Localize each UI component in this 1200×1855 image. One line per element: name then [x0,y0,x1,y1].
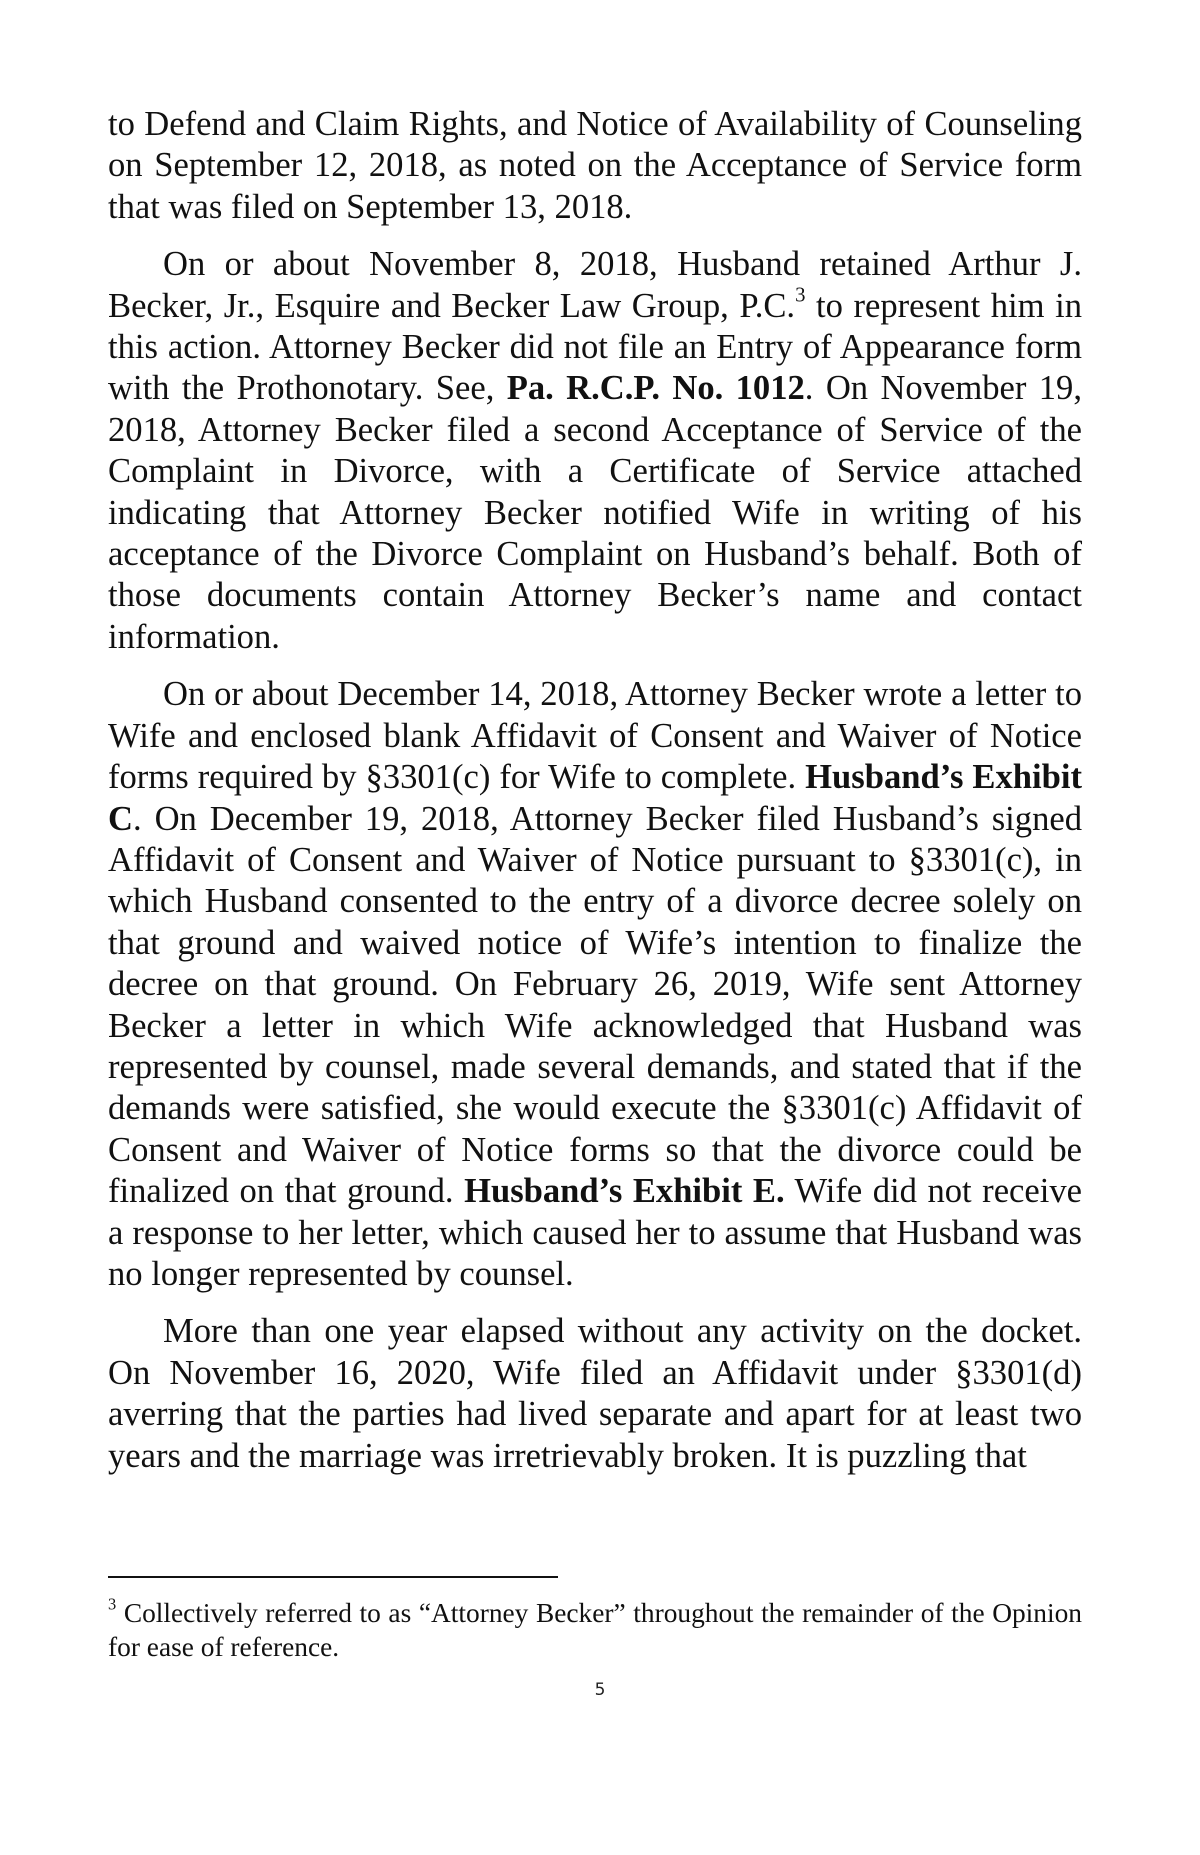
footnote-3 [108,1596,1082,1664]
text-run: to Defend and Claim Rights, and Notice of Availability of Counseling on September 12, 2018, as noted on the Acceptance of Service form that was filed on September 13, 2018. [108,105,1082,226]
text-run: . On November 19, 2018, Attorney Becker filed a second Acceptance of Service of the Complaint in Divorce, with a Certificate of Service attached indicating that Attorney Becker notified Wife in writing of his acceptance of the Divorce Complaint on Husband’s behalf. Both of those documents contain Attorney Becker’s name and contact information. [108,369,1082,656]
citation-bold: Husband’s Exhibit E. [464,1172,785,1211]
text-run: Wife did not receive a response to her letter, which caused her to assume that Husband was no longer represented by counsel. [108,1172,1082,1293]
paragraph [108,104,1082,228]
text-run: . On December 19, 2018, Attorney Becker filed Husband’s signed Affidavit of Consent and Waiver of Notice pursuant to §3301(c), in which Husband consented to the entry of a divorce decree solely on that ground and waived notice of Wife’s intention to finalize the decree on that ground. On February 26, 2019, Wife sent Attorney Becker a letter in which Wife acknowledged that Husband was represented by counsel, made several demands, and stated that if the demands were satisfied, she would execute the §3301(c) Affidavit of Consent and Waiver of Notice forms so that the divorce could be finalized on that ground. [108,799,1082,1211]
footnote-separator [108,1576,558,1578]
paragraph [108,244,1082,658]
footnote-text: Collectively referred to as “Attorney Becker” throughout the remainder of the Opinion for ease of reference. [108,1598,1082,1662]
text-run: On or about November 8, 2018, Husband retained Arthur J. Becker, Jr., Esquire and Becker Law Group, P.C. [108,245,1082,325]
text-run: On or about December 14, 2018, Attorney Becker wrote a letter to Wife and enclosed blank Affidavit of Consent and Waiver of Notice forms required by §3301(c) for Wife to complete. [108,675,1082,797]
opinion-body-text [108,104,1082,1477]
citation-bold: Pa. R.C.P. No. 1012 [506,369,805,408]
paragraph [108,1311,1082,1477]
citation-bold: Husband’s Exhibit C [108,758,1082,838]
text-run: to represent him in this action. Attorney Becker did not file an Entry of Appearance form with the Prothonotary. See, [108,286,1082,408]
text-run: More than one year elapsed without any activity on the docket. On November 16, 2020, Wife filed an Affidavit under §3301(d) averring that the parties had lived separate and apart for at least two years and the marriage was irretrievably broken. It is puzzling that [108,1312,1082,1475]
paragraph [108,674,1082,1295]
footnote-reference: 3 [795,284,806,307]
footnote-marker: 3 [108,1594,117,1614]
page-number: 5 [594,1680,606,1700]
